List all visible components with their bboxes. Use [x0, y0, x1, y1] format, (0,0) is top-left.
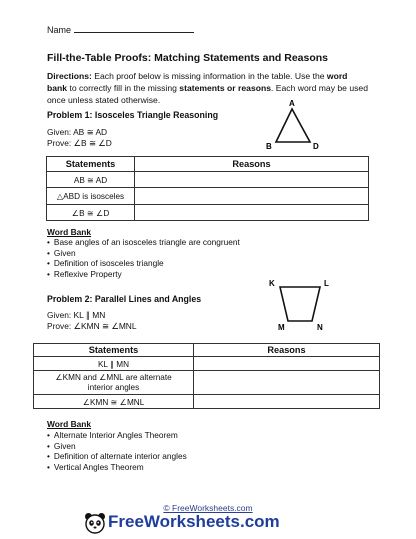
statement-cell: ∠B ≅ ∠D [47, 205, 135, 221]
list-item: • Given [47, 248, 240, 259]
list-item: • Given [47, 441, 187, 452]
table-row [34, 395, 380, 409]
table-row [34, 357, 380, 371]
problem1-prove: Prove: ∠B ≅ ∠D [47, 138, 112, 148]
problem1-proof-table [46, 156, 369, 221]
table-row [47, 205, 369, 221]
name-field [47, 24, 194, 35]
reason-cell[interactable] [135, 205, 369, 221]
name-underline [74, 24, 194, 33]
vertex-label-b: B [266, 142, 272, 151]
list-item: • Alternate Interior Angles Theorem [47, 430, 187, 441]
vertex-label-l: L [324, 279, 329, 288]
problem2-prove: Prove: ∠KMN ≅ ∠MNL [47, 321, 137, 331]
problem2-given: Given: KL ∥ MN [47, 310, 106, 320]
directions-bold-1: word bank [47, 71, 348, 93]
vertex-label-d: D [313, 142, 319, 151]
footer-logo-text[interactable]: FreeWorksheets.com [108, 512, 280, 531]
problem1-statements-header: Statements [47, 157, 135, 172]
statement-cell: ∠KMN and ∠MNL are alternate interior angles [34, 371, 194, 395]
problem1-given: Given: AB ≅ AD [47, 127, 108, 137]
reason-cell[interactable] [194, 395, 380, 409]
statement-cell: △ABD is isosceles [47, 188, 135, 205]
directions-bold-2: statements or reasons [179, 83, 271, 93]
directions-text-2: to correctly fill in the missing [67, 83, 180, 93]
list-item: • Definition of isosceles triangle [47, 258, 240, 269]
table-row [47, 172, 369, 188]
reason-cell[interactable] [194, 371, 380, 395]
problem2-word-bank [47, 430, 187, 472]
statement-cell: AB ≅ AD [47, 172, 135, 188]
name-label: Name [47, 25, 72, 35]
list-item: • Base angles of an isosceles triangle are congruent [47, 237, 240, 248]
vertex-label-a: A [289, 99, 295, 108]
isosceles-triangle-figure [262, 96, 332, 154]
vertex-label-k: K [269, 279, 275, 288]
directions-text-1: Each proof below is missing information in the table. Use the [91, 71, 327, 81]
table-row [34, 371, 380, 395]
vertex-label-m: M [278, 323, 285, 332]
list-item: • Vertical Angles Theorem [47, 462, 187, 473]
footer-url-link[interactable]: © FreeWorksheets.com [163, 503, 253, 513]
trapezoid-figure [262, 278, 338, 332]
directions-text-3: . Each word may be used once unless stated otherwise. [47, 83, 368, 105]
problem2-reasons-header: Reasons [194, 344, 380, 357]
reason-cell[interactable] [194, 357, 380, 371]
problem1-reasons-header: Reasons [135, 157, 369, 172]
triangle-shape [276, 109, 310, 142]
reason-cell[interactable] [135, 188, 369, 205]
reason-cell[interactable] [135, 172, 369, 188]
problem2-word-bank-title: Word Bank [47, 419, 92, 429]
problem1-title: Problem 1: Isosceles Triangle Reasoning [47, 110, 219, 120]
problem2-statements-header: Statements [34, 344, 194, 357]
problem1-word-bank [47, 237, 240, 279]
problem2-proof-table [33, 343, 380, 409]
worksheet-title: Fill-the-Table Proofs: Matching Statements and Reasons [47, 52, 329, 64]
statement-cell: KL ∥ MN [34, 357, 194, 371]
vertex-label-n: N [317, 323, 323, 332]
trapezoid-shape [280, 287, 320, 321]
problem2-title: Problem 2: Parallel Lines and Angles [47, 294, 202, 304]
list-item: • Reflexive Property [47, 269, 240, 280]
list-item: • Definition of alternate interior angles [47, 451, 187, 462]
panda-icon [84, 512, 106, 534]
directions-label: Directions: [47, 71, 92, 81]
problem1-word-bank-title: Word Bank [47, 227, 92, 237]
table-row [47, 188, 369, 205]
statement-cell: ∠KMN ≅ ∠MNL [34, 395, 194, 409]
